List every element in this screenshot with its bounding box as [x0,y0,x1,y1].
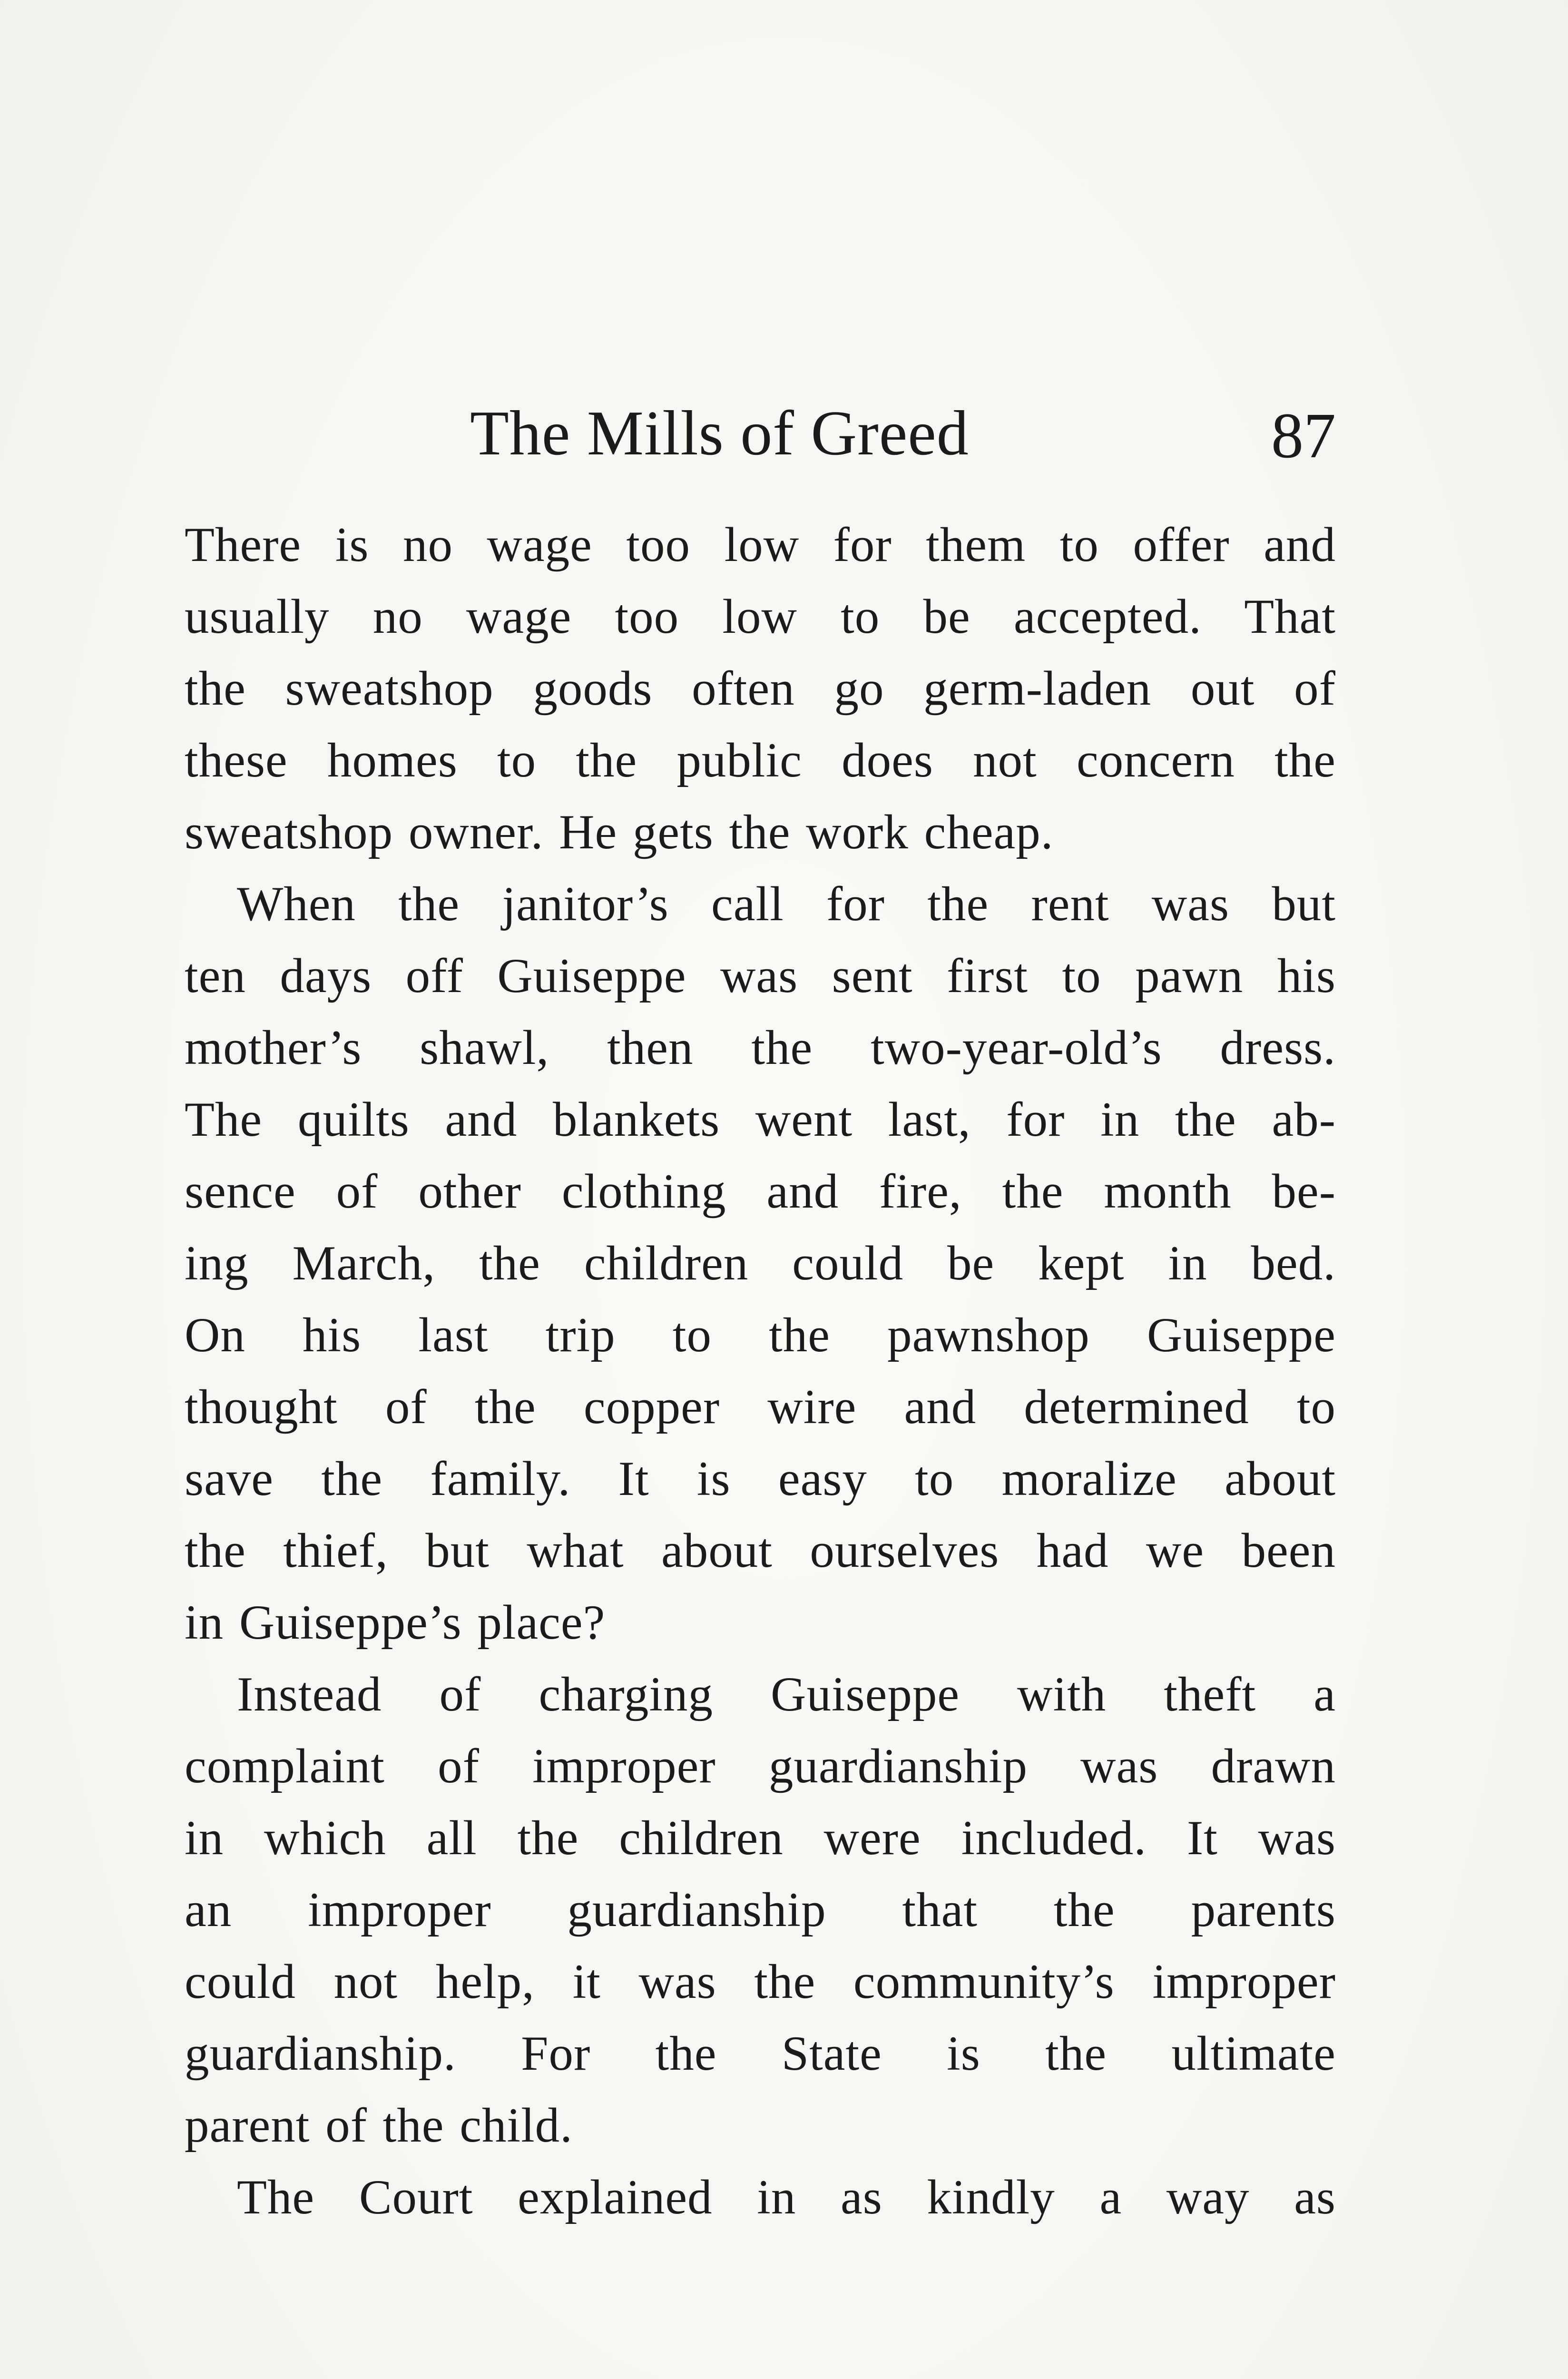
text-line: complaint of improper guardianship was drawn [185,1739,1336,1793]
text-line: ing March, the children could be kept in bed. [185,1236,1336,1290]
running-head [185,395,1336,471]
text-line: When the janitor’s call for the rent was but [237,877,1336,931]
text-line: could not help, it was the community’s improper [185,1955,1336,2009]
text-line: the thief, but what about ourselves had we been [185,1524,1336,1578]
text-line: sence of other clothing and fire, the month be- [185,1164,1336,1219]
text-line: parent of the child. [185,2098,573,2153]
text-line: sweatshop owner. He gets the work cheap. [185,805,1054,859]
text-line: Instead of charging Guiseppe with theft a [237,1667,1336,1721]
text-line: an improper guardianship that the parents [185,1883,1336,1937]
text-line: The quilts and blankets went last, for in the ab- [185,1092,1336,1147]
page-number: 87 [1271,400,1336,472]
text-line: these homes to the public does not concern the [185,733,1336,787]
text-line: mother’s shawl, then the two-year-old’s dress. [185,1021,1336,1075]
text-line: thought of the copper wire and determined to [185,1380,1336,1434]
text-line: There is no wage too low for them to offer and [185,518,1336,572]
text-line: save the family. It is easy to moralize about [185,1452,1336,1506]
text-line: in which all the children were included. It was [185,1811,1336,1865]
text-line: guardianship. For the State is the ultimate [185,2026,1336,2081]
text-line: The Court explained in as kindly a way as [237,2170,1336,2224]
text-line: usually no wage too low to be accepted. That [185,590,1336,644]
text-line: On his last trip to the pawnshop Guiseppe [185,1308,1336,1362]
text-line: ten days off Guiseppe was sent first to pawn his [185,949,1336,1003]
text-line: the sweatshop goods often go germ-laden out of [185,661,1336,716]
body-text [185,509,1336,2233]
text-line: in Guiseppe’s place? [185,1595,606,1650]
running-title: The Mills of Greed [470,398,969,468]
